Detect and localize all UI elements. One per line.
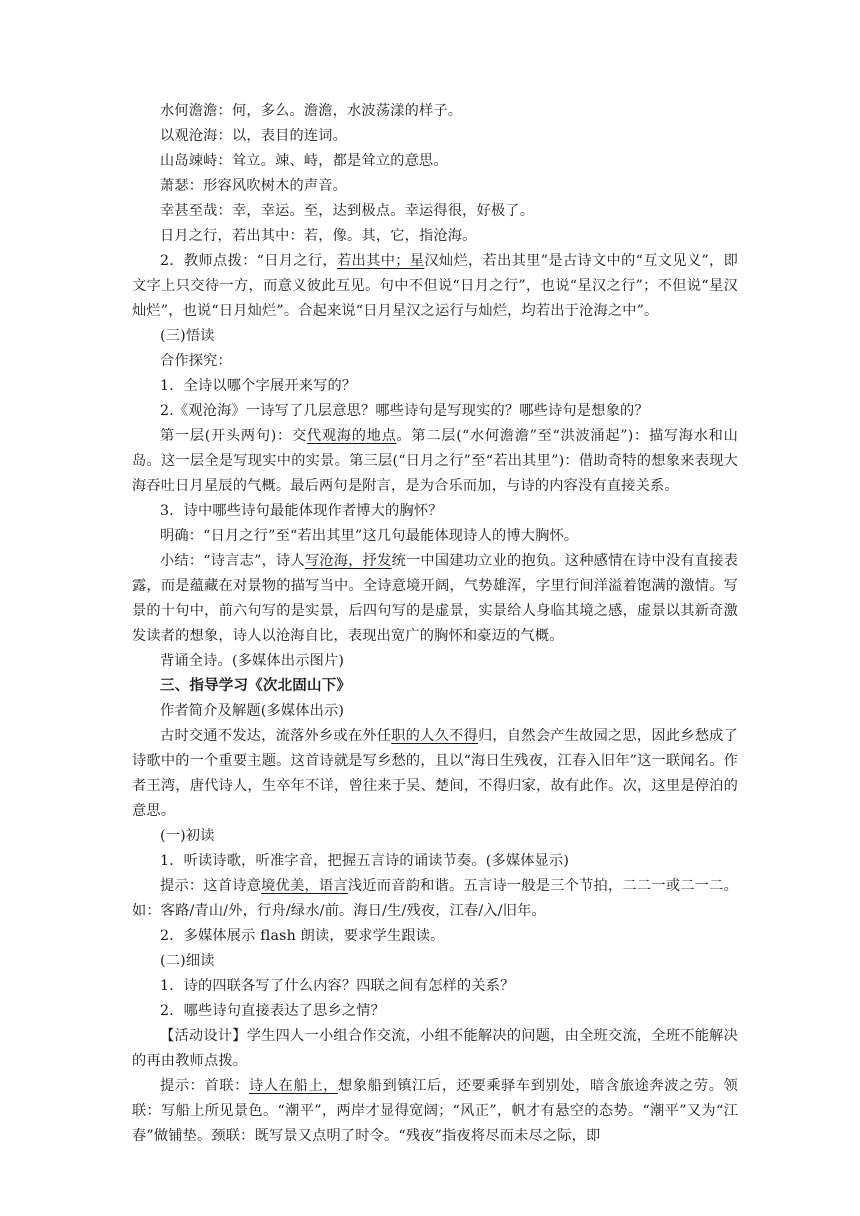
annotation-list [132,99,738,249]
reading-step-1: 1．听读诗歌，听准字音，把握五言诗的诵读节奏。(多媒体显示) [160,853,570,869]
subsection-title-wudu: (三)悟读 [160,328,215,344]
detail-question-2: 2．哪些诗句直接表达了思乡之情？ [160,1003,386,1019]
summary-paragraph: 小结：“诗言志”，诗人写沧海，抒发统一中国建功立业的抱负。这种感情在诗中没有直接表露，而是蕴藏在对景物的描写当中。全诗意境开阔，气势雄浑，字里行间洋溢着饱满的激情。写景的十句中，前六句写的是实景，后四句写的是虚景，实景给人身临其境之感，虚景以其新奇激发读者的想象，诗人以沧海自比，表现出宽广的胸怀和豪迈的气概。 [132,553,738,644]
answer-3: 明确：“日月之行”至“若出其里”这几句最能体现诗人的博大胸怀。 [160,528,579,544]
underlined-phrase: 若出其中；星 [337,253,425,269]
layers-answer-paragraph: 第一层(开头两句)：交代观海的地点。第二层(“水何澹澹”至“洪波涌起”)：描写海水和山岛。这一层全是写现实中的实景。第三层(“日月之行”至“若出其里”)：借助奇特的想象来表现大海吞吐日月星辰的气概。最后两句是附言，是为合乐而加，与诗的内容没有直接关系。 [132,428,738,494]
intro-paragraph: 古时交通不发达，流落外乡或在外任职的人久不得归，自然会产生故园之思，因此乡愁成了诗歌中的一个重要主题。这首诗就是写乡愁的，且以“海日生残夜，江春入旧年”这一联闻名。作者王湾，唐代诗人，生卒年不详，曾往来于吴、楚间，不得归家，故有此作。次，这里是停泊的意思。 [132,728,739,819]
underlined-phrase: 职的人久不得 [391,728,478,744]
activity-design-paragraph: 【活动设计】学生四人一小组合作交流，小组不能解决的问题，由全班交流，全班不能解决的再由教师点拨。 [132,1028,738,1069]
reading-step-2: 2．多媒体展示 flash 朗读，要求学生跟读。 [160,928,445,944]
teacher-guidance-paragraph: 2．教师点拨：“日月之行，若出其中；星汉灿烂，若出其里”是古诗文中的“互文见义”，即文字上只交待一方，而意义彼此互见。句中不但说“日月之行”，也说“星汉之行”；不但说“星汉灿烂”，也说“日月灿烂”。合起来说“日月星汉之运行与灿烂，均若出于沧海之中”。 [132,253,738,319]
recite-instruction: 背诵全诗。(多媒体出示图片) [160,653,345,669]
hint-paragraph-rhythm: 提示：这首诗意境优美，语言浅近而音韵和谐。五言诗一般是三个节拍，二二一或二一二。如：客路/青山/外，行舟/绿水/前。海日/生/残夜，江春/入/旧年。 [132,878,739,919]
annotation-line: 以观沧海：以，表目的连词。 [160,128,348,144]
underlined-phrase: 写沧海，抒发 [304,553,392,569]
annotation-line: 山岛竦峙：耸立。竦、峙，都是耸立的意思。 [160,153,448,169]
annotation-line: 萧瑟：形容风吹树木的声音。 [160,178,348,194]
question-1: 1．全诗以哪个字展开来写的？ [160,378,357,394]
underlined-phrase: 诗人在船上， [249,1078,338,1094]
author-intro-label: 作者简介及解题(多媒体出示) [160,703,345,719]
underlined-phrase: 代观海的地点 [306,428,397,444]
question-3: 3．诗中哪些诗句最能体现作者博大的胸怀？ [160,503,443,519]
section-heading: 三、指导学习《次北固山下》 [160,678,352,694]
detail-question-1: 1．诗的四联各写了什么内容？四联之间有怎样的关系？ [160,978,515,994]
underlined-phrase: 境优美，语言 [261,878,348,894]
annotation-line: 日月之行，若出其中：若，像。其，它，指沧海。 [160,228,477,244]
question-2: 2.《观沧海》一诗写了几层意思？哪些诗句是写现实的？哪些诗句是想象的？ [160,403,649,419]
document-body [132,99,738,1149]
hint-paragraph-couplets: 提示：首联：诗人在船上，想象船到镇江后，还要乘驿车到别处，暗含旅途奔波之劳。领联：写船上所见景色。“潮平”，两岸才显得宽阔；“风正”，帆才有悬空的态势。“潮平”又为“江春”做铺垫。颈联：既写景又点明了时令。“残夜”指夜将尽而未尽之际，即 [132,1078,739,1144]
subsection-title-chudu: (一)初读 [160,828,215,844]
subsection-title-xidu: (二)细读 [160,953,215,969]
cooperative-inquiry-label: 合作探究： [160,353,232,369]
annotation-line: 水何澹澹：何，多么。澹澹，水波荡漾的样子。 [160,103,463,119]
annotation-line: 幸甚至哉：幸，幸运。至，达到极点。幸运得很，好极了。 [160,203,535,219]
